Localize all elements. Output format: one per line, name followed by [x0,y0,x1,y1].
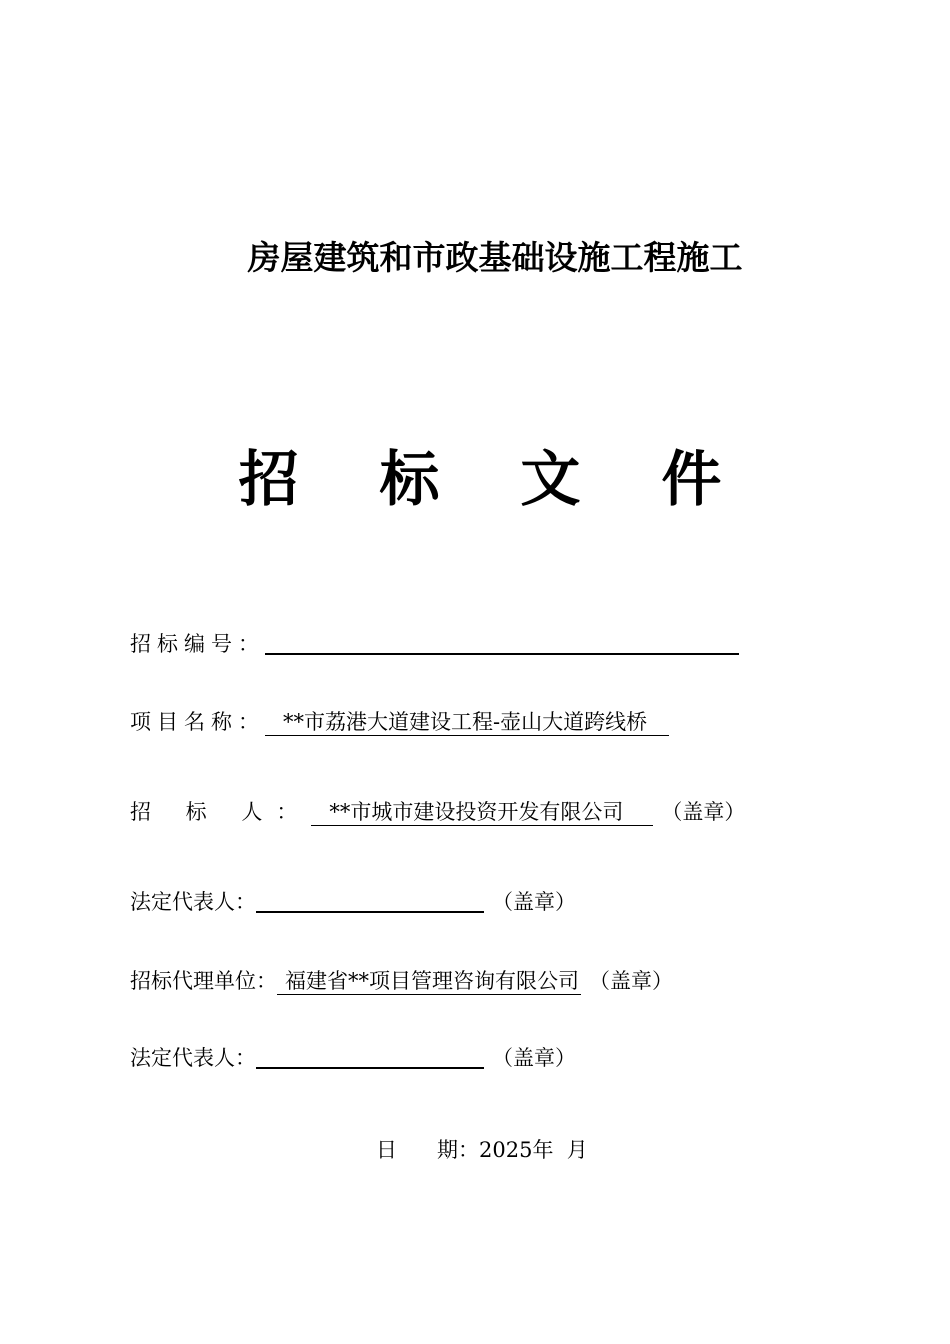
legal-rep-row-1 [130,888,576,916]
tenderer-row [130,798,745,826]
agency-value: 福建省**项目管理咨询有限公司 [277,968,581,995]
date-label-period: 期： [437,1138,479,1162]
tender-number-blank [265,631,739,655]
legal-rep-seal-2: （盖章） [492,1046,576,1070]
date-value: 2025年 月 [479,1138,588,1162]
legal-rep-label-2: 法定代表人： [130,1046,256,1070]
tenderer-seal: （盖章） [661,800,746,824]
agency-seal: （盖章） [589,969,673,993]
document-subtitle: 房屋建筑和市政基础设施工程施工 [247,238,743,277]
legal-rep-row-2 [130,1044,576,1072]
agency-label: 招标代理单位： [130,969,277,993]
legal-rep-blank-2 [256,1045,484,1069]
legal-rep-blank-1 [256,889,484,913]
tender-number-row [130,630,739,658]
tenderer-value: **市城市建设投资开发有限公司 [311,799,653,826]
legal-rep-seal-1: （盖章） [492,890,576,914]
project-name-row [130,708,669,736]
date-row [376,1134,588,1164]
agency-row [130,967,673,995]
tender-number-label: 招标编号： [130,632,265,656]
document-title: 招 标 文 件 [238,445,752,515]
legal-rep-label-1: 法定代表人： [130,890,256,914]
date-label-day: 日 [376,1138,397,1162]
project-name-label: 项目名称： [130,710,265,734]
project-name-value: **市荔港大道建设工程-壶山大道跨线桥 [265,709,669,736]
tenderer-label: 招 标 人： [130,800,312,824]
